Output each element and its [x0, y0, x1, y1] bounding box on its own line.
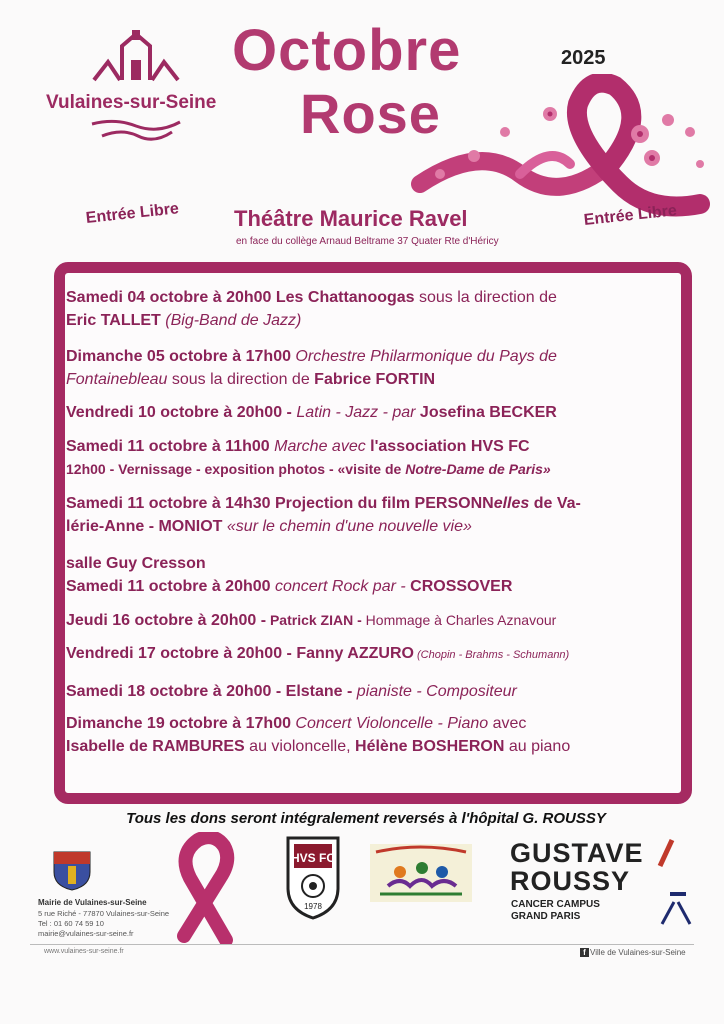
pink-ribbon-flowers-icon	[400, 74, 720, 224]
gustave-roussy-line4: GRAND PARIS	[511, 911, 581, 922]
awareness-ribbon-icon	[168, 832, 248, 944]
event-item: Samedi 11 octobre à 14h30 Projection du film PERSONNelles de Va- lérie-Anne - MONIOT «sur le chemin d'une nouvelle vie»	[66, 495, 581, 535]
entree-libre-right: Entrée Libre	[583, 202, 678, 229]
venue-address: en face du collège Arnaud Beltrame 37 Quater Rte d'Héricy	[236, 236, 499, 247]
event-item: Vendredi 17 octobre à 20h00 - Fanny AZZURO (Chopin - Brahms - Schumann)	[66, 645, 570, 662]
hvs-top-text: HVS FC	[290, 851, 336, 865]
venue-title: Théâtre Maurice Ravel	[234, 206, 468, 231]
facebook-icon[interactable]: f	[580, 948, 589, 957]
river-waves-icon	[88, 116, 184, 144]
event-item: Samedi 11 octobre à 11h00 Marche avec l'association HVS FC 12h00 - Vernissage - exposition photos - «visite de Notre-Dame de Paris»	[66, 438, 551, 477]
association-family-logo-icon	[370, 844, 472, 902]
mairie-address: 5 rue Riché - 77870 Vulaines-sur-Seine Tel : 01 60 74 59 10 mairie@vulaines-sur-seine.fr	[38, 909, 170, 938]
mairie-name: Mairie de Vulaines-sur-Seine	[38, 898, 147, 907]
year-label: 2025	[561, 47, 606, 69]
town-church-logo-icon	[86, 28, 186, 88]
town-crest-icon	[52, 848, 92, 892]
gustave-roussy-line2: ROUSSY	[510, 866, 631, 896]
website-link[interactable]: www.vulaines-sur-seine.fr	[44, 948, 124, 955]
town-name: Vulaines-sur-Seine	[46, 92, 217, 113]
gustave-roussy-slash-icon	[652, 836, 708, 928]
hvs-fc-logo-icon	[284, 834, 342, 920]
gustave-roussy-line3: CANCER CAMPUS	[511, 899, 600, 910]
event-item: Vendredi 10 octobre à 20h00 - Latin - Jazz - par Josefina BECKER	[66, 404, 557, 421]
entree-libre-left: Entrée Libre	[85, 200, 180, 227]
event-item: Samedi 18 octobre à 20h00 - Elstane - pianiste - Compositeur	[66, 683, 517, 700]
footer-divider	[30, 944, 694, 945]
event-item: Dimanche 05 octobre à 17h00 Orchestre Philarmonique du Pays de Fontainebleau sous la direction de Fabrice FORTIN	[66, 348, 557, 388]
title-rose: Rose	[300, 82, 441, 145]
event-item: salle Guy Cresson Samedi 11 octobre à 20h00 concert Rock par - CROSSOVER	[66, 555, 513, 595]
facebook-page-label[interactable]: Ville de Vulaines-sur-Seine	[590, 948, 686, 957]
donation-notice: Tous les dons seront intégralement reversés à l'hôpital G. ROUSSY	[126, 810, 606, 827]
event-item: Dimanche 19 octobre à 17h00 Concert Violoncelle - Piano avec Isabelle de RAMBURES au violoncelle, Hélène BOSHERON au piano	[66, 715, 571, 755]
event-item: Jeudi 16 octobre à 20h00 - Patrick ZIAN - Hommage à Charles Aznavour	[66, 612, 557, 629]
gustave-roussy-line1: GUSTAVE	[510, 838, 644, 868]
event-item: Samedi 04 octobre à 20h00 Les Chattanoogas sous la direction de Eric TALLET (Big-Band de Jazz)	[66, 289, 557, 329]
hvs-year-text: 1978	[304, 902, 322, 911]
title-octobre: Octobre	[232, 18, 462, 83]
